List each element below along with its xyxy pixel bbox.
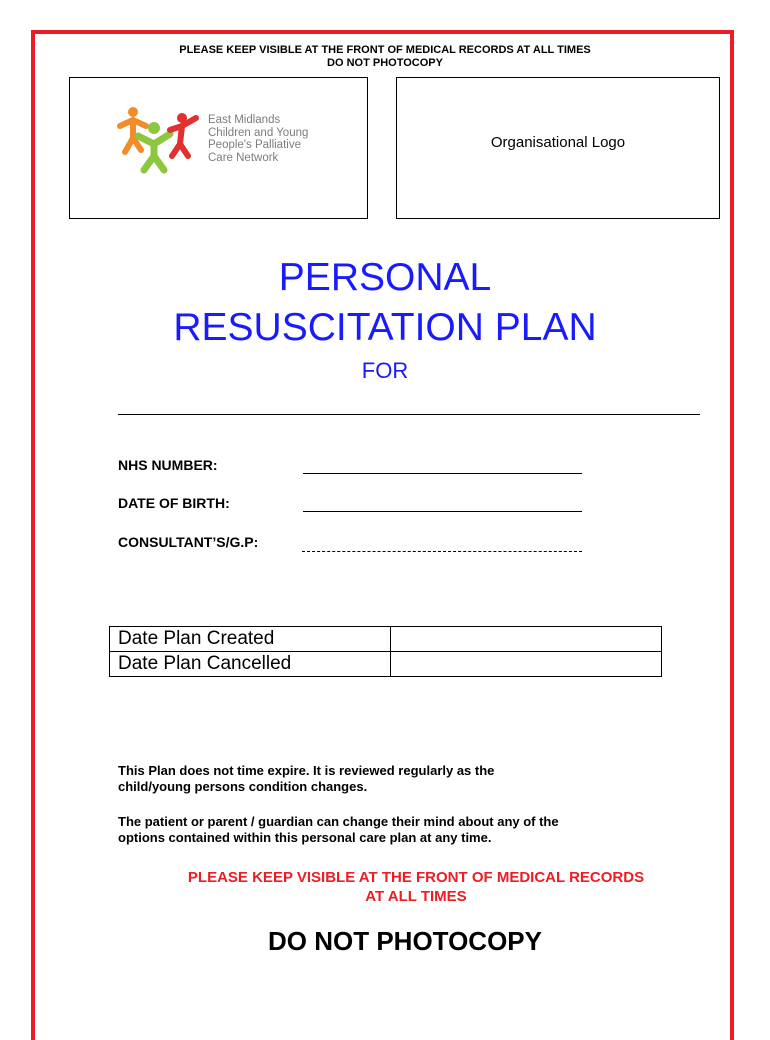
date-of-birth-blank[interactable] — [303, 511, 582, 512]
red-notice-line1: PLEASE KEEP VISIBLE AT THE FRONT OF MEDICAL RECORDS — [187, 869, 645, 886]
title-line2: RESUSCITATION PLAN — [173, 306, 597, 349]
title-for: FOR — [361, 358, 409, 383]
logo-line: Children and Young — [208, 126, 309, 139]
logo-line: Care Network — [208, 151, 279, 164]
logo-line: People's Palliative — [208, 139, 301, 151]
red-notice-line2: AT ALL TIMES — [365, 888, 467, 905]
dates-table — [109, 626, 662, 677]
date-created-value[interactable] — [391, 627, 662, 652]
header-notice-line2: DO NOT PHOTOCOPY — [327, 57, 443, 69]
paragraph-line: This Plan does not time expire. It is reviewed regularly as the — [118, 763, 495, 778]
table-row — [110, 652, 662, 677]
organisational-logo-label: Organisational Logo — [490, 134, 626, 151]
date-created-label: Date Plan Created — [110, 627, 391, 652]
header-notice-line1: PLEASE KEEP VISIBLE AT THE FRONT OF MEDICAL RECORDS AT ALL TIMES — [179, 44, 591, 56]
consultant-blank[interactable] — [302, 551, 582, 552]
review-paragraph — [118, 763, 678, 795]
paragraph-line: options contained within this personal care plan at any time. — [118, 830, 492, 845]
patient-name-line — [118, 414, 700, 415]
logo-line: East Midlands — [208, 114, 281, 126]
nhs-number-blank[interactable] — [303, 473, 582, 474]
consultant-label: CONSULTANT’S/G.P: — [118, 534, 259, 550]
date-cancelled-value[interactable] — [391, 652, 662, 677]
organisational-logo-box — [396, 77, 720, 219]
do-not-photocopy-heading: DO NOT PHOTOCOPY — [268, 926, 542, 956]
nhs-number-label: NHS NUMBER: — [118, 457, 218, 473]
network-logo-text — [208, 114, 308, 164]
paragraph-line: The patient or parent / guardian can change their mind about any of the — [118, 814, 559, 829]
table-row — [110, 627, 662, 652]
network-logo-box — [69, 77, 368, 219]
paragraph-line: child/young persons condition changes. — [118, 779, 368, 794]
title-line1: PERSONAL — [278, 256, 492, 299]
date-cancelled-label: Date Plan Cancelled — [110, 652, 391, 677]
change-mind-paragraph — [118, 814, 678, 846]
children-figures-icon — [116, 104, 206, 174]
date-of-birth-label: DATE OF BIRTH: — [118, 495, 230, 511]
